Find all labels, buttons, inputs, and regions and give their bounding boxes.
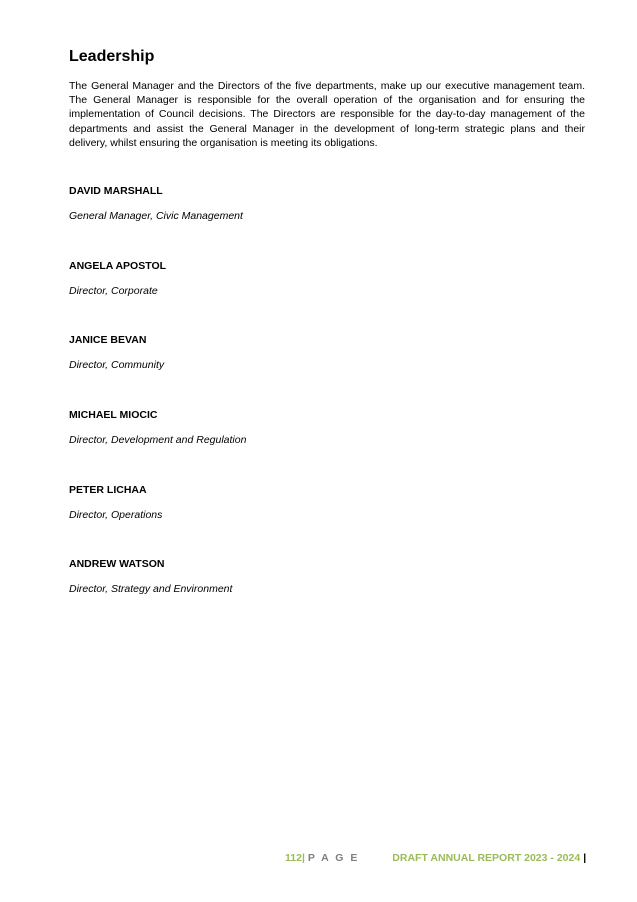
leader-name: MICHAEL MIOCIC	[69, 409, 158, 421]
leader-name: PETER LICHAA	[69, 484, 147, 496]
page-title: Leadership	[69, 48, 155, 65]
leader-role: Director, Development and Regulation	[69, 434, 247, 446]
leader-name: DAVID MARSHALL	[69, 185, 163, 197]
leader-name: JANICE BEVAN	[69, 334, 147, 346]
leader-entry-angela-apostol	[69, 260, 569, 298]
intro-paragraph: The General Manager and the Directors of the five departments, make up our executive management team. The General Manager is responsible for the overall operation of the organisation and for ensuring the implementation of Council decisions. The Directors are responsible for the day-to-day management of the departments and assist the General Manager in the development of long-term strategic plans and their delivery, whilst ensuring the organisation is meeting its obligations.	[69, 80, 585, 149]
leader-role: Director, Community	[69, 359, 165, 371]
leader-name: ANGELA APOSTOL	[69, 260, 167, 272]
page-label: P A G E	[307, 852, 360, 864]
footer-separator: |	[301, 852, 305, 864]
leader-role: Director, Corporate	[69, 285, 158, 297]
page-footer	[285, 852, 586, 864]
page-number: 112	[285, 852, 302, 864]
leader-role: Director, Strategy and Environment	[69, 583, 233, 595]
leader-entry-david-marshall	[69, 185, 569, 223]
report-title: DRAFT ANNUAL REPORT 2023 - 2024	[392, 852, 581, 864]
footer-end-bar: |	[583, 852, 587, 864]
leader-role: General Manager, Civic Management	[69, 210, 243, 222]
leader-entry-michael-miocic	[69, 409, 569, 447]
leader-entry-janice-bevan	[69, 334, 569, 372]
leader-name: ANDREW WATSON	[69, 558, 165, 570]
leader-entry-peter-lichaa	[69, 484, 569, 522]
leader-entry-andrew-watson	[69, 558, 569, 596]
leader-role: Director, Operations	[69, 509, 163, 521]
